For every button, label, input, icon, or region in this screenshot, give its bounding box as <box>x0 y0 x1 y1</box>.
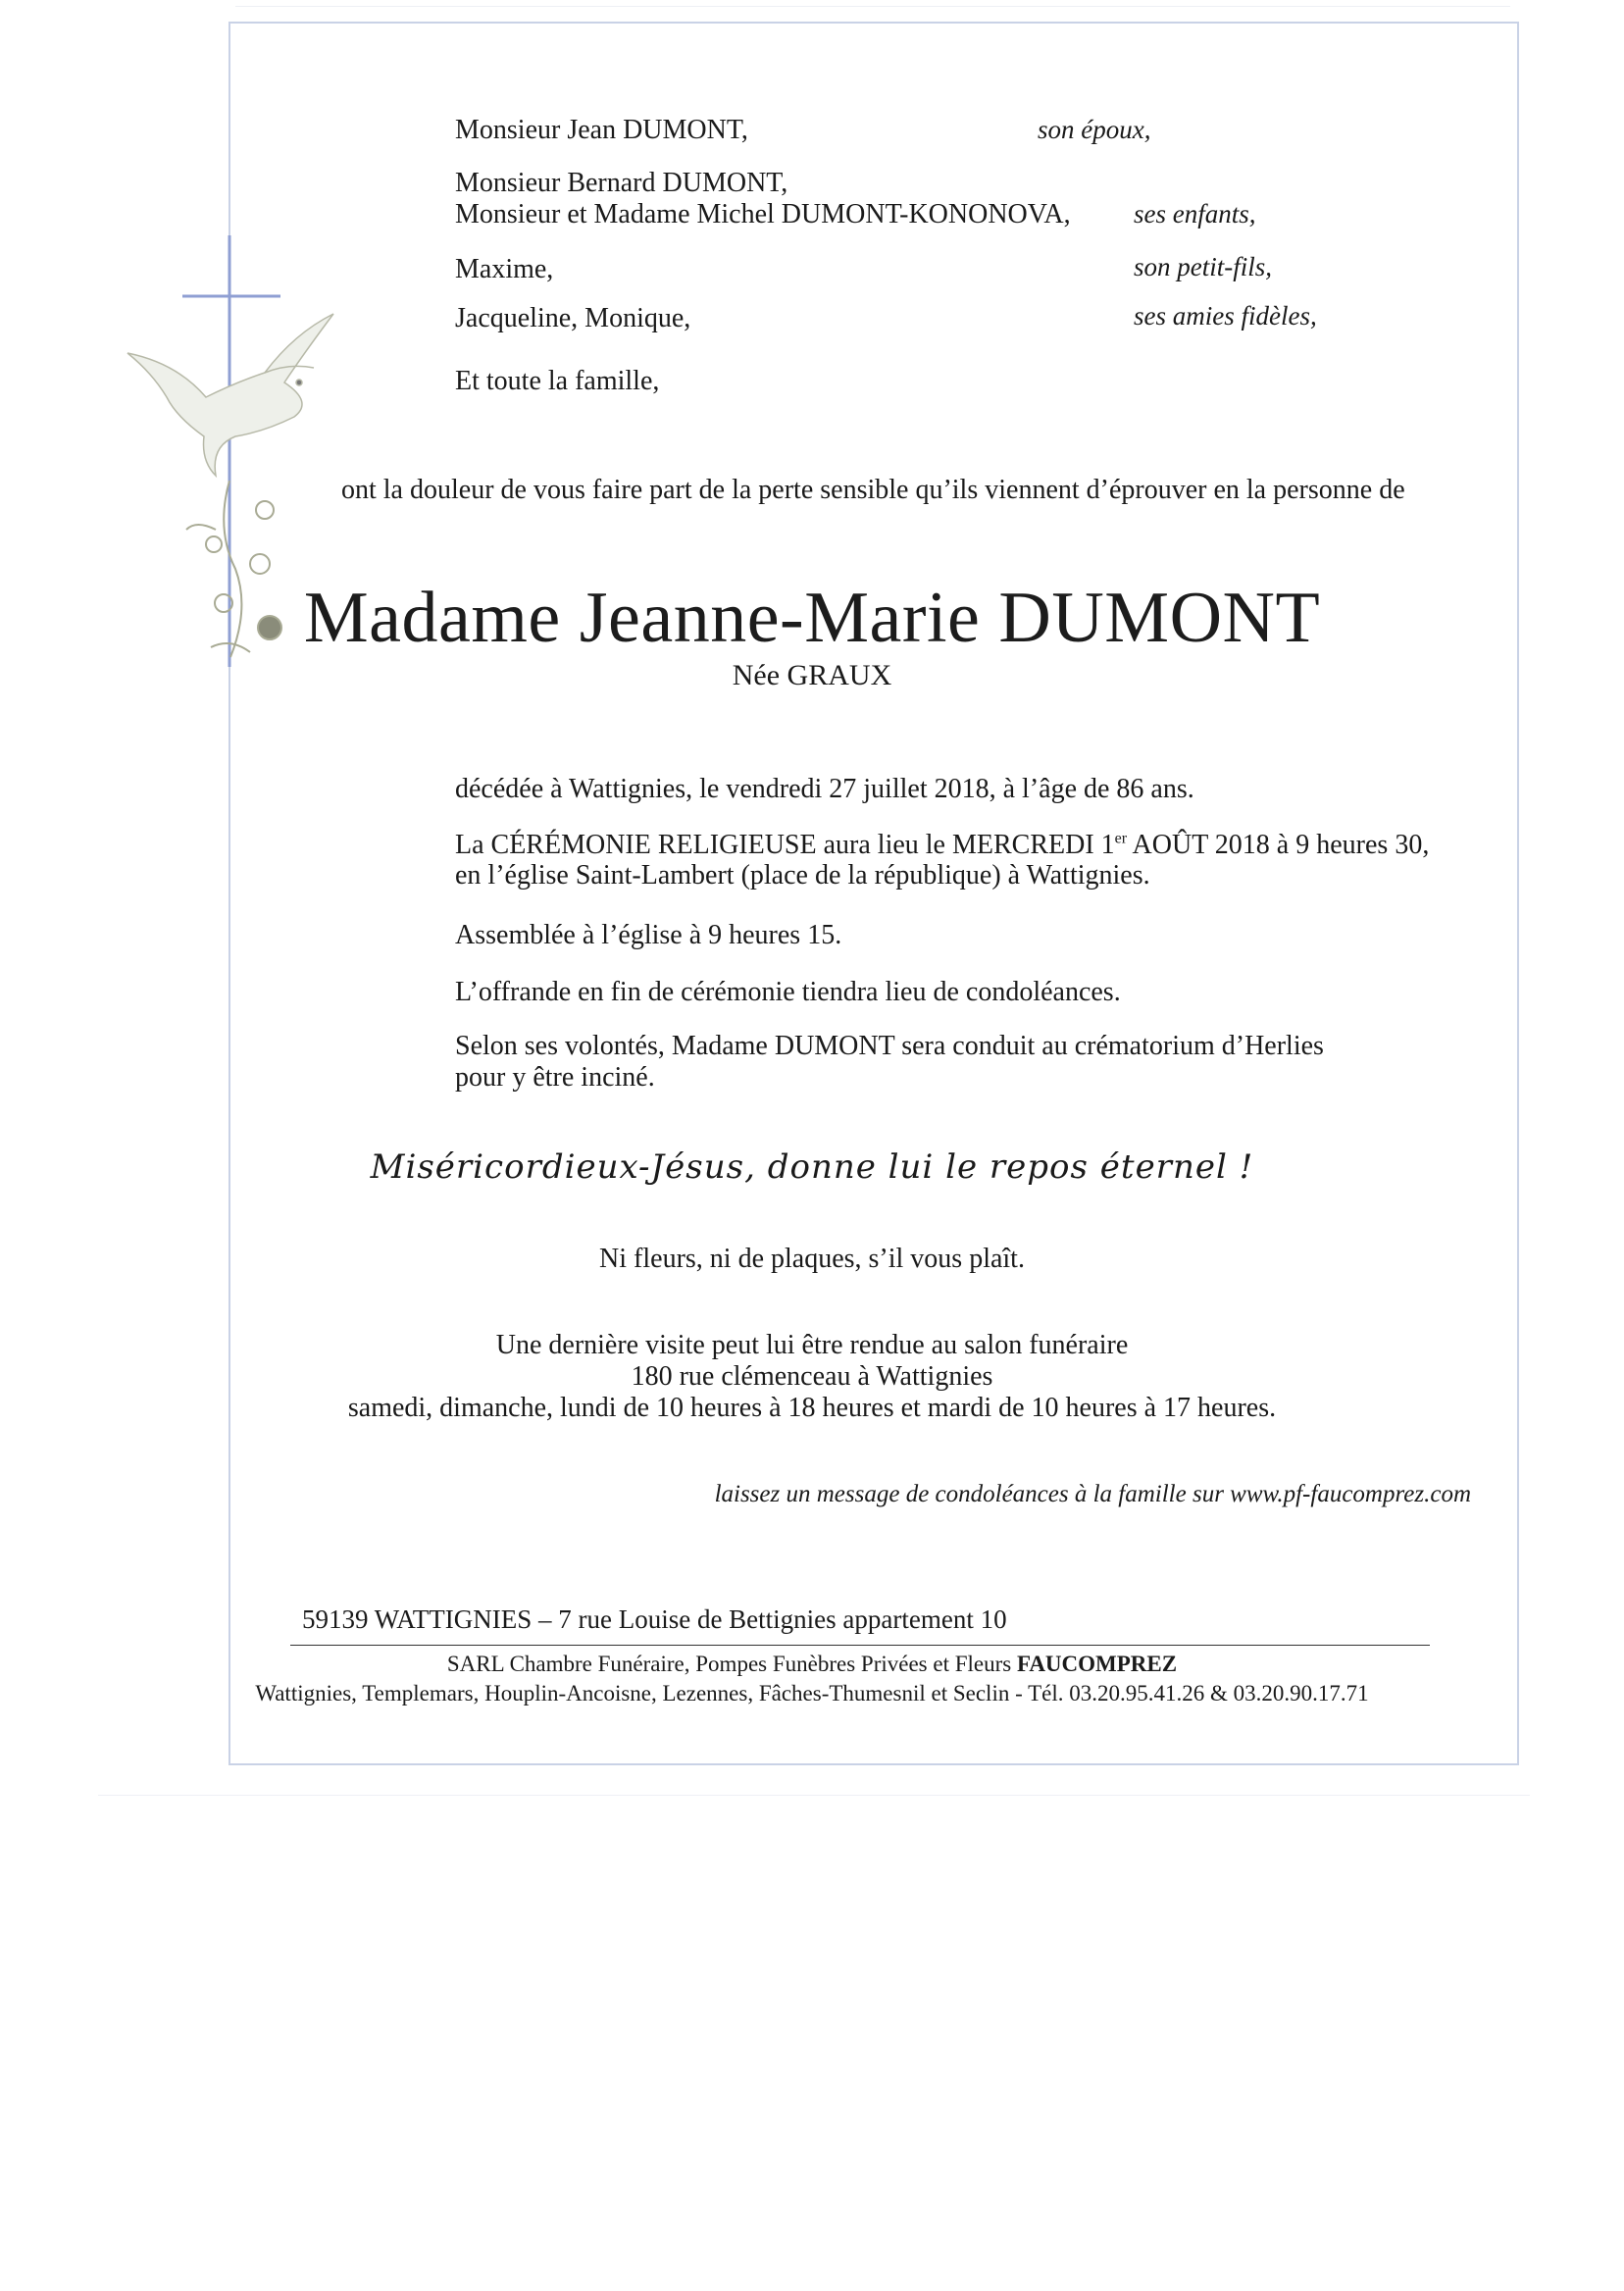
offering-notice: L’offrande en fin de cérémonie tiendra lieu de condoléances. <box>455 977 1121 1007</box>
ceremony-notice <box>455 830 1429 861</box>
family-role-label: ses amies fidèles, <box>1134 301 1317 331</box>
deceased-name: Madame Jeanne-Marie DUMONT <box>303 578 1321 658</box>
scan-top-edge <box>235 6 1510 7</box>
funeral-home-contact: Wattignies, Templemars, Houplin-Ancoisne, Lezennes, Fâches-Thumesnil et Seclin - Tél. 03.20.95.41.26 & 03.20.90.17.71 <box>255 1681 1369 1706</box>
family-address: 59139 WATTIGNIES – 7 rue Louise de Bettignies appartement 10 <box>302 1604 1007 1634</box>
footer-divider <box>290 1645 1430 1646</box>
family-role-label: son époux, <box>1038 115 1151 144</box>
visit-address: 180 rue clémenceau à Wattignies <box>631 1361 993 1392</box>
assembly-notice: Assemblée à l’église à 9 heures 15. <box>455 920 842 950</box>
family-role-label: son petit-fils, <box>1134 252 1272 281</box>
wishes-notice: Selon ses volontés, Madame DUMONT sera conduit au crématorium d’Herlies <box>455 1031 1324 1061</box>
announcement-text: ont la douleur de vous faire part de la perte sensible qu’ils viennent d’éprouver en la personne de <box>341 475 1405 505</box>
prayer-text: Miséricordieux-Jésus, donne lui le repos éternel ! <box>370 1147 1254 1187</box>
family-name-line: Monsieur Bernard DUMONT, <box>455 168 788 198</box>
funeral-home-brand: FAUCOMPREZ <box>1016 1652 1178 1676</box>
maiden-name: Née GRAUX <box>732 659 892 691</box>
flowers-note: Ni fleurs, ni de plaques, s’il vous plaît. <box>599 1244 1025 1274</box>
website-note: laissez un message de condoléances à la famille sur www.pf-faucomprez.com <box>714 1481 1471 1507</box>
death-notice: décédée à Wattignies, le vendredi 27 juillet 2018, à l’âge de 86 ans. <box>455 774 1194 804</box>
funeral-home-name <box>0 1652 1624 1677</box>
family-role-label: ses enfants, <box>1134 199 1256 229</box>
family-name-line: Monsieur Jean DUMONT, <box>455 115 748 145</box>
family-name-line: Jacqueline, Monique, <box>455 303 691 333</box>
family-name-line: Et toute la famille, <box>455 366 660 396</box>
ceremony-ordinal: er <box>1114 830 1128 847</box>
scan-bottom-edge <box>98 1795 1530 1796</box>
ceremony-location: en l’église Saint-Lambert (place de la république) à Wattignies. <box>455 860 1150 891</box>
ceremony-text-start: La CÉRÉMONIE RELIGIEUSE aura lieu le MERCREDI 1 <box>455 830 1115 860</box>
funeral-home-services: SARL Chambre Funéraire, Pompes Funèbres Privées et Fleurs <box>446 1652 1017 1676</box>
visit-hours: samedi, dimanche, lundi de 10 heures à 18 heures et mardi de 10 heures à 17 heures. <box>347 1393 1277 1423</box>
visit-info-line: Une dernière visite peut lui être rendue au salon funéraire <box>495 1330 1129 1360</box>
family-name-line: Maxime, <box>455 254 554 284</box>
wishes-notice-continued: pour y être inciné. <box>455 1062 655 1093</box>
ceremony-text-end: AOÛT 2018 à 9 heures 30, <box>1127 830 1430 860</box>
family-name-line: Monsieur et Madame Michel DUMONT-KONONOVA, <box>455 199 1071 229</box>
